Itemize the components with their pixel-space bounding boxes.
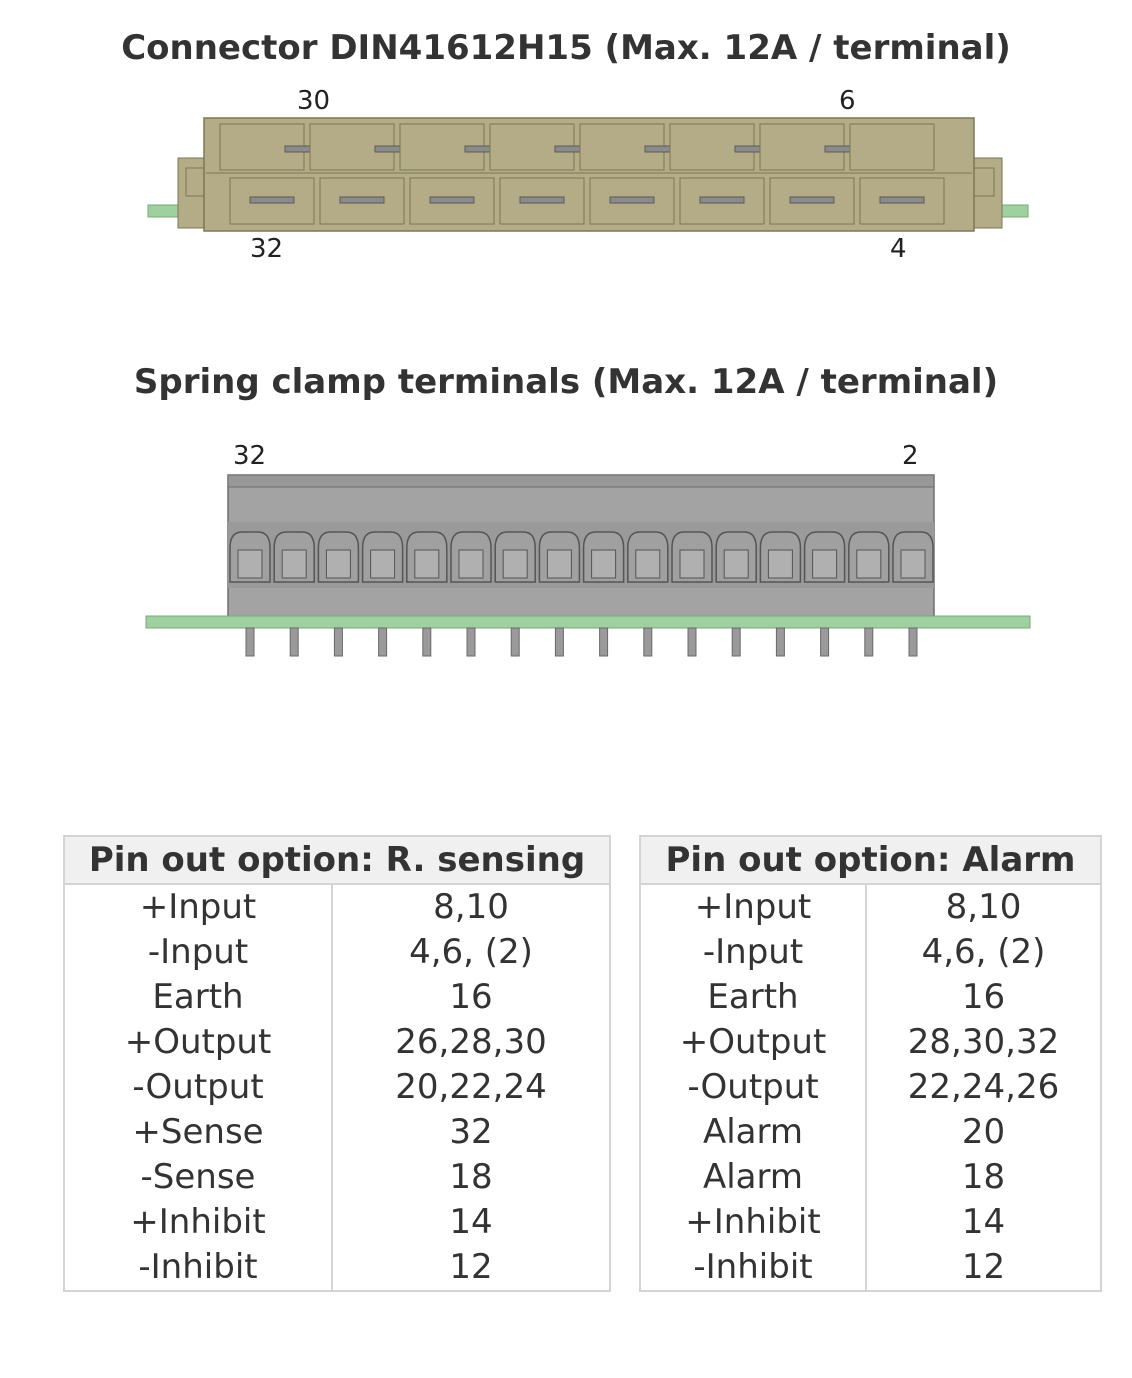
connector-right-latch-inner [972,168,994,196]
signal-name-cell: +Input [64,884,332,930]
table-row [64,1155,610,1200]
table-row [640,1020,1101,1065]
spring-clamp-terminal-diagram [140,470,1040,665]
connector-title: Connector DIN41612H15 (Max. 12A / terminal) [121,28,1011,68]
connector-label-32: 32 [250,234,284,264]
pin-numbers-cell: 12 [449,1247,493,1287]
spring-label-32: 32 [233,441,267,471]
spring-clamp [495,532,535,582]
terminal-pin [865,628,873,656]
clamp-opening [326,550,350,578]
spring-clamp-title: Spring clamp terminals (Max. 12A / terminal) [133,362,999,402]
signal-name-cell: -Inhibit [64,1245,332,1291]
signal-name-cell: -Input [640,930,866,975]
table-row [640,1155,1101,1200]
clamp-opening [857,550,881,578]
table-row [64,1020,610,1065]
signal-name-cell: +Sense [64,1110,332,1155]
spring-label-2: 2 [902,441,919,471]
pin-numbers-cell: 28,30,32 [907,1022,1060,1062]
pcb-board [146,616,1030,628]
terminal-pin [334,628,342,656]
connector-label-6: 6 [839,86,856,116]
table-row [640,1245,1101,1291]
terminal-pin [555,628,563,656]
terminal-pin [467,628,475,656]
signal-name-cell: -Output [640,1065,866,1110]
pinout-table-r-sensing [63,835,611,1292]
signal-name-cell: Alarm [640,1110,866,1155]
signal-name-cell: Alarm [640,1155,866,1200]
signal-name-cell: +Output [64,1020,332,1065]
spring-clamp [274,532,314,582]
din41612-connector-diagram [140,110,1040,240]
contact-slot-bottom [520,197,564,203]
clamp-opening [459,550,483,578]
spring-clamp [451,532,491,582]
table-row [640,884,1101,930]
table-row [640,975,1101,1020]
spring-clamp [628,532,668,582]
contact-slot-bottom [880,197,924,203]
clamp-opening [282,550,306,578]
table-row [64,1065,610,1110]
spring-clamp [805,532,845,582]
spring-clamp [893,532,933,582]
pin-numbers-cell: 14 [449,1202,493,1242]
spring-clamp [407,532,447,582]
terminal-pin [909,628,917,656]
clamp-opening [371,550,395,578]
pin-numbers-cell: 18 [449,1157,493,1197]
clamp-opening [415,550,439,578]
contact-slot-bottom [250,197,294,203]
spring-clamp [716,532,756,582]
pin-numbers-cell: 8,10 [945,887,1022,927]
contact-slot-bottom [700,197,744,203]
table-row [64,1245,610,1291]
spring-clamp [318,532,358,582]
pin-numbers-cell: 8,10 [433,887,509,927]
terminal-pin [821,628,829,656]
clamp-opening [238,550,262,578]
spring-clamp [849,532,889,582]
pin-numbers-cell: 4,6, (2) [921,932,1046,972]
table-row [640,1200,1101,1245]
terminal-pin [290,628,298,656]
terminal-pin [776,628,784,656]
clamp-opening [680,550,704,578]
clamp-opening [813,550,837,578]
spring-clamp [584,532,624,582]
table-header: Pin out option: R. sensing [64,836,610,884]
pin-numbers-cell: 20 [961,1112,1006,1152]
contact-cell-top [850,124,934,170]
connector-label-30: 30 [297,86,331,116]
terminal-pin [600,628,608,656]
terminal-pin [688,628,696,656]
contact-slot-bottom [430,197,474,203]
clamp-opening [503,550,527,578]
pin-numbers-cell: 18 [961,1157,1006,1197]
signal-name-cell: +Output [640,1020,866,1065]
terminal-pin [644,628,652,656]
signal-name-cell: -Sense [64,1155,332,1200]
signal-name-cell: Earth [640,975,866,1020]
clamp-opening [901,550,925,578]
spring-clamp [363,532,403,582]
signal-name-cell: +Inhibit [640,1200,866,1245]
terminal-pins [246,628,917,656]
pin-numbers-cell: 16 [961,977,1006,1017]
terminal-pin [379,628,387,656]
table-row [64,884,610,930]
pin-numbers-cell: 22,24,26 [907,1067,1060,1107]
terminal-pin [511,628,519,656]
signal-name-cell: Earth [64,975,332,1020]
table-row [640,1110,1101,1155]
table-row [64,1200,610,1245]
terminal-pin [246,628,254,656]
table-row [640,930,1101,975]
pinout-table-alarm [639,835,1102,1292]
pin-numbers-cell: 16 [449,977,493,1017]
pin-numbers-cell: 14 [961,1202,1006,1242]
terminal-block-top-rail [228,475,934,487]
signal-name-cell: -Inhibit [640,1245,866,1291]
signal-name-cell: +Inhibit [64,1200,332,1245]
pin-numbers-cell: 4,6, (2) [409,932,533,972]
clamp-opening [768,550,792,578]
clamp-opening [724,550,748,578]
pin-numbers-cell: 20,22,24 [395,1067,547,1107]
clamp-opening [636,550,660,578]
signal-name-cell: -Input [64,930,332,975]
table-header: Pin out option: Alarm [640,836,1101,884]
signal-name-cell: -Output [64,1065,332,1110]
clamp-opening [592,550,616,578]
contact-slot-bottom [340,197,384,203]
terminal-pin [732,628,740,656]
pin-numbers-cell: 26,28,30 [395,1022,547,1062]
table-row [64,930,610,975]
spring-clamp [760,532,800,582]
terminal-pin [423,628,431,656]
contact-slot-bottom [790,197,834,203]
pin-numbers-cell: 12 [961,1247,1006,1287]
connector-label-4: 4 [890,234,907,264]
table-row [64,975,610,1020]
signal-name-cell: +Input [640,884,866,930]
spring-clamp [230,532,270,582]
clamp-opening [547,550,571,578]
contact-slot-bottom [610,197,654,203]
table-row [64,1110,610,1155]
spring-clamp [672,532,712,582]
table-row [640,1065,1101,1110]
pin-numbers-cell: 32 [449,1112,493,1152]
spring-clamp [539,532,579,582]
